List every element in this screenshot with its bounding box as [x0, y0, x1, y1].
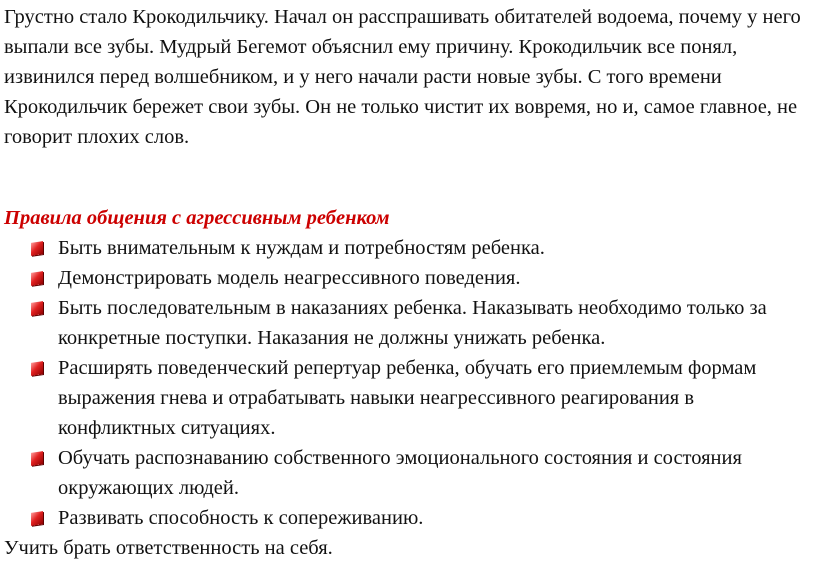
list-item [0, 263, 816, 293]
list-item [0, 293, 816, 353]
rule-text: Быть внимательным к нуждам и потребностям ребенка. [58, 237, 545, 259]
list-item [0, 233, 816, 263]
red-square-bullet-icon [31, 271, 43, 286]
rule-text: Быть последовательным в наказаниях ребенка. Наказывать необходимо только за конкретные поступки. Наказания не должны унижать ребенка. [58, 297, 767, 349]
rule-text: Обучать распознаванию собственного эмоционального состояния и состояния окружающих людей. [58, 447, 742, 499]
rule-text: Демонстрировать модель неагрессивного поведения. [58, 267, 521, 289]
rule-text: Развивать способность к сопереживанию. [58, 507, 424, 529]
intro-paragraph: Грустно стало Крокодильчику. Начал он расспрашивать обитателей водоема, почему у него выпали все зубы. Мудрый Бегемот объяснил ему причину. Крокодильчик все понял, извинился перед волшебником, и у него начали расти новые зубы. С того времени Крокодильчик бережет свои зубы. Он не только чистит их вовремя, но и, самое главное, не говорит плохих слов. [4, 6, 801, 148]
red-square-bullet-icon [31, 361, 43, 376]
rule-text: Расширять поведенческий репертуар ребенка, обучать его приемлемым формам выражения гнева и отрабатывать навыки неагрессивного реагирования в конфликтных ситуациях. [58, 357, 757, 439]
red-square-bullet-icon [31, 511, 43, 526]
red-square-bullet-icon [31, 301, 43, 316]
red-square-bullet-icon [31, 241, 43, 256]
list-item [0, 443, 816, 503]
list-item [0, 353, 816, 443]
section-heading: Правила общения с агрессивным ребенком [4, 207, 390, 229]
red-square-bullet-icon [31, 451, 43, 466]
list-item [0, 503, 816, 533]
closing-line: Учить брать ответственность на себя. [4, 537, 333, 559]
rules-list [0, 233, 816, 533]
